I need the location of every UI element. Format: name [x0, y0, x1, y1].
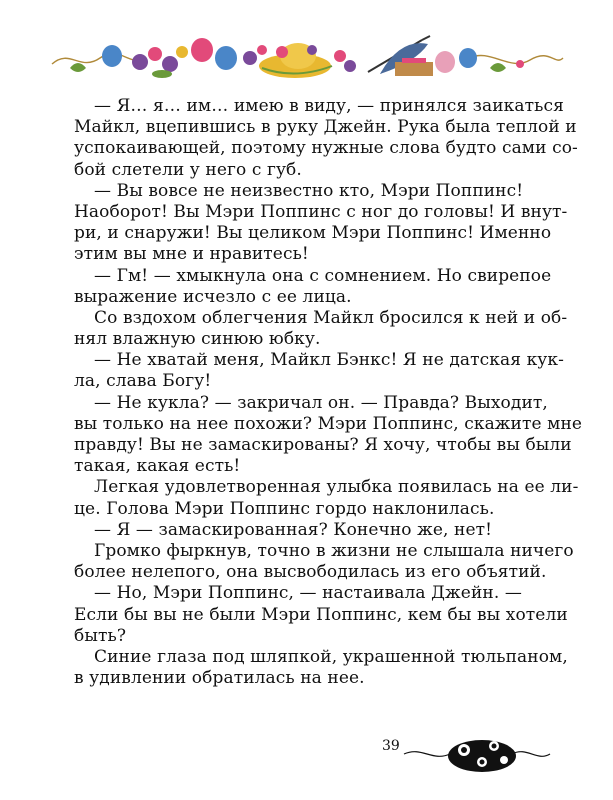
balloon-icon	[459, 48, 477, 68]
text-line: Громко фыркнув, точно в жизни не слышала ничего	[94, 540, 574, 561]
text-line: в удивлении обратилась на нее.	[74, 668, 365, 689]
flower-cluster-left	[132, 46, 188, 78]
text-line: этим вы мне и нравитесь!	[74, 244, 309, 265]
text-line: ри, и снаружи! Вы целиком Мэри Поппинс! Именно	[74, 223, 552, 244]
hat-icon	[259, 43, 332, 78]
text-line: такая, какая есть!	[74, 456, 241, 477]
text-line: Со вздохом облегчения Майкл бросился к ней и об-	[94, 307, 568, 328]
balloon-icon	[215, 46, 237, 70]
balloon-icon	[191, 38, 213, 62]
balloon-icon	[435, 51, 455, 73]
page-footer	[382, 732, 562, 778]
text-line: Если бы вы не были Мэри Поппинс, кем бы вы хотели	[74, 604, 568, 625]
text-line: — Не хватай меня, Майкл Бэнкс! Я не датская кук-	[94, 350, 564, 371]
top-decorative-border	[50, 28, 565, 86]
text-line: — Вы вовсе не неизвестно кто, Мэри Поппинс!	[94, 180, 524, 201]
balloon-icon	[102, 45, 122, 67]
text-line: успокаивающей, поэтому нужные слова будто сами со-	[74, 138, 578, 159]
text-line: це. Голова Мэри Поппинс гордо наклонилась.	[74, 498, 495, 519]
flower-icon	[516, 60, 524, 68]
text-line: — Гм! — хмыкнула она с сомнением. Но свирепое	[94, 265, 552, 286]
text-line: — Я — замаскированная? Конечно же, нет!	[94, 519, 493, 540]
leaf-icon	[70, 63, 86, 72]
text-line: Наоборот! Вы Мэри Поппинс с ног до головы! И внут-	[74, 201, 568, 222]
text-line: — Я… я… им… имею в виду, — принялся заикаться	[94, 96, 564, 116]
text-line: выражение исчезло с ее лица.	[74, 286, 352, 307]
text-line: Майкл, вцепившись в руку Джейн. Рука была теплой и	[74, 117, 577, 138]
vine-left	[52, 53, 145, 64]
text-line: быть?	[74, 625, 127, 646]
swirl-right	[512, 752, 550, 757]
bottom-decorative-ornament	[402, 732, 552, 778]
text-line: бой слетели у него с губ.	[74, 159, 302, 180]
text-line: более нелепого, она высвободилась из его объятий.	[74, 562, 547, 583]
text-line: ла, слава Богу!	[74, 371, 212, 392]
leaf-icon	[490, 63, 506, 72]
flower-bouquet-icon	[448, 740, 516, 772]
page-number: 39	[382, 738, 400, 754]
text-line: нял влажную синюю юбку.	[74, 329, 321, 350]
text-line: Синие глаза под шляпкой, украшенной тюльпаном,	[94, 646, 568, 667]
text-line: вы только на нее похожи? Мэри Поппинс, скажите мне	[74, 413, 583, 434]
text-line: — Но, Мэри Поппинс, — настаивала Джейн. —	[94, 583, 522, 604]
swirl-left	[404, 752, 450, 757]
text-line: — Не кукла? — закричал он. — Правда? Выходит,	[94, 392, 548, 413]
text-line: Легкая удовлетворенная улыбка появилась на ее ли-	[94, 477, 579, 498]
text-line: правду! Вы не замаскированы? Я хочу, чтобы вы были	[74, 435, 572, 455]
book-text	[74, 96, 583, 689]
